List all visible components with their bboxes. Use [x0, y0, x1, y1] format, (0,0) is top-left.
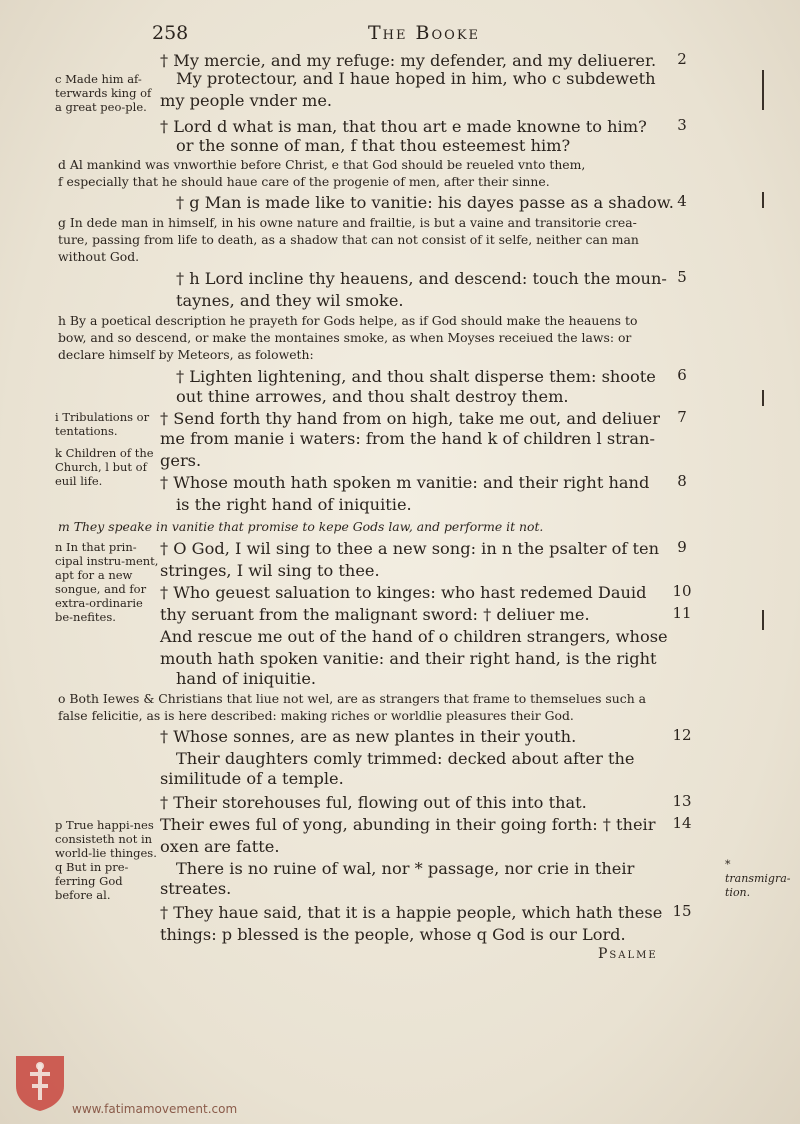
margin-rule — [762, 610, 764, 630]
right-margin-note: * transmigra-tion. — [725, 858, 791, 899]
footnote-line: g In dede man in himself, in his owne nature and frailtie, is but a vaine and transitorie crea- — [58, 215, 637, 230]
verse-line: † Whose mouth hath spoken m vanitie: and their right hand — [160, 473, 650, 492]
verse-number: 13 — [672, 792, 692, 810]
verse-line: My protectour, and I haue hoped in him, who c subdeweth — [176, 69, 656, 88]
running-title: The Booke — [368, 22, 481, 44]
verse-number: 6 — [677, 366, 687, 384]
margin-rule — [762, 70, 764, 110]
page-number: 258 — [152, 22, 189, 44]
verse-line: † Lord d what is man, that thou art e made knowne to him? — [160, 117, 647, 136]
verse-number: 3 — [677, 116, 687, 134]
verse-number: 9 — [677, 538, 687, 556]
verse-line: † Whose sonnes, are as new plantes in their youth. — [160, 727, 577, 746]
verse-line: † h Lord incline thy heauens, and descend: touch the moun- — [176, 269, 667, 288]
footnote-line: f especially that he should haue care of the progenie of men, after their sinne. — [58, 174, 550, 189]
verse-line: stringes, I wil sing to thee. — [160, 561, 380, 580]
footnote-line: o Both Iewes & Christians that liue not wel, are as strangers that frame to themselues such a — [58, 691, 647, 706]
verse-line: † Their storehouses ful, flowing out of this into that. — [160, 793, 587, 812]
footnote-line: m They speake in vanitie that promise to kepe Gods law, and performe it not. — [58, 519, 544, 534]
verse-line: gers. — [160, 451, 202, 470]
footnote-line: ture, passing from life to death, as a shadow that can not consist of it selfe, neither can man — [58, 232, 639, 247]
verse-line: † g Man is made like to vanitie: his dayes passe as a shadow. — [176, 193, 674, 212]
verse-line: † Who geuest saluation to kinges: who hast redemed Dauid — [160, 583, 647, 602]
verse-number: 15 — [672, 902, 692, 920]
verse-number: 5 — [677, 268, 687, 286]
verse-line: taynes, and they wil smoke. — [176, 291, 404, 310]
footnote-line: bow, and so descend, or make the montaines smoke, as when Moyses receiued the laws: or — [58, 330, 632, 345]
shield-logo-icon — [12, 1052, 68, 1112]
verse-number: 11 — [672, 604, 692, 622]
page-header — [0, 22, 800, 46]
verse-line: † Lighten lightening, and thou shalt disperse them: shoote — [176, 367, 656, 386]
footnote — [58, 214, 718, 265]
watermark-url: www.fatimamovement.com — [72, 1102, 238, 1116]
verse-line: † They haue said, that it is a happie people, which hath these — [160, 903, 663, 922]
footnote-line: declare himself by Meteors, as foloweth: — [58, 347, 314, 362]
verse-line: or the sonne of man, f that thou esteemest him? — [176, 136, 571, 155]
footnote-line: h By a poetical description he prayeth for Gods helpe, as if God should make the heauens to — [58, 313, 638, 328]
footnote — [58, 156, 718, 190]
verse-line: Their daughters comly trimmed: decked about after the — [176, 749, 635, 768]
verse-line: † Send forth thy hand from on high, take me out, and deliuer — [160, 409, 660, 428]
verse-number: 10 — [672, 582, 692, 600]
verse-number: 2 — [677, 50, 687, 68]
margin-note: i Tribulations or tentations. — [55, 410, 150, 438]
footnote-line: without God. — [58, 249, 140, 264]
verse-number: 8 — [677, 472, 687, 490]
footnote — [58, 690, 718, 724]
verse-line: my people vnder me. — [160, 91, 333, 110]
footnote-line: false felicitie, as is here described: making riches or worldlie pleasures their God. — [58, 708, 574, 723]
margin-note: c Made him af-terwards king of a great peo-ple. — [55, 72, 152, 114]
verse-number: 12 — [672, 726, 692, 744]
verse-line: is the right hand of iniquitie. — [176, 495, 412, 514]
verse-line: streates. — [160, 879, 232, 898]
verse-line: me from manie i waters: from the hand k of children l stran- — [160, 429, 655, 448]
footnote-line: d Al mankind was vnworthie before Christ, e that God should be reueled vnto them, — [58, 157, 586, 172]
verse-number: 4 — [677, 192, 687, 210]
verse-line: oxen are fatte. — [160, 837, 280, 856]
verse-line: † O God, I wil sing to thee a new song: in n the psalter of ten — [160, 539, 660, 558]
verse-line: things: p blessed is the people, whose q God is our Lord. — [160, 925, 626, 944]
margin-rule — [762, 192, 764, 208]
verse-line: mouth hath spoken vanitie: and their right hand, is the right — [160, 649, 657, 668]
verse-line: There is no ruine of wal, nor * passage, nor crie in their — [176, 859, 635, 878]
margin-note: n In that prin-cipal instru-ment, apt for a new songue, and for extra-ordinarie be-nefites. — [55, 540, 159, 624]
verse-line: thy seruant from the malignant sword: † deliuer me. — [160, 605, 590, 624]
margin-rule — [762, 390, 764, 406]
footnote — [58, 518, 718, 535]
footnote — [58, 312, 718, 363]
catchword: Psalme — [598, 946, 658, 962]
verse-line: out thine arrowes, and thou shalt destroy them. — [176, 387, 569, 406]
verse-number: 7 — [677, 408, 687, 426]
verse-number: 14 — [672, 814, 692, 832]
verse-line: † My mercie, and my refuge: my defender, and my deliuerer. — [160, 51, 657, 70]
verse-line: And rescue me out of the hand of o children strangers, whose — [160, 627, 668, 646]
verse-line: similitude of a temple. — [160, 769, 344, 788]
margin-note: p True happi-nes consisteth not in world-lie thinges. q But in pre-ferring God before al. — [55, 818, 157, 902]
verse-line: hand of iniquitie. — [176, 669, 317, 688]
verse-line: Their ewes ful of yong, abunding in their going forth: † their — [160, 815, 656, 834]
margin-note: k Children of the Church, l but of euil life. — [55, 446, 154, 488]
